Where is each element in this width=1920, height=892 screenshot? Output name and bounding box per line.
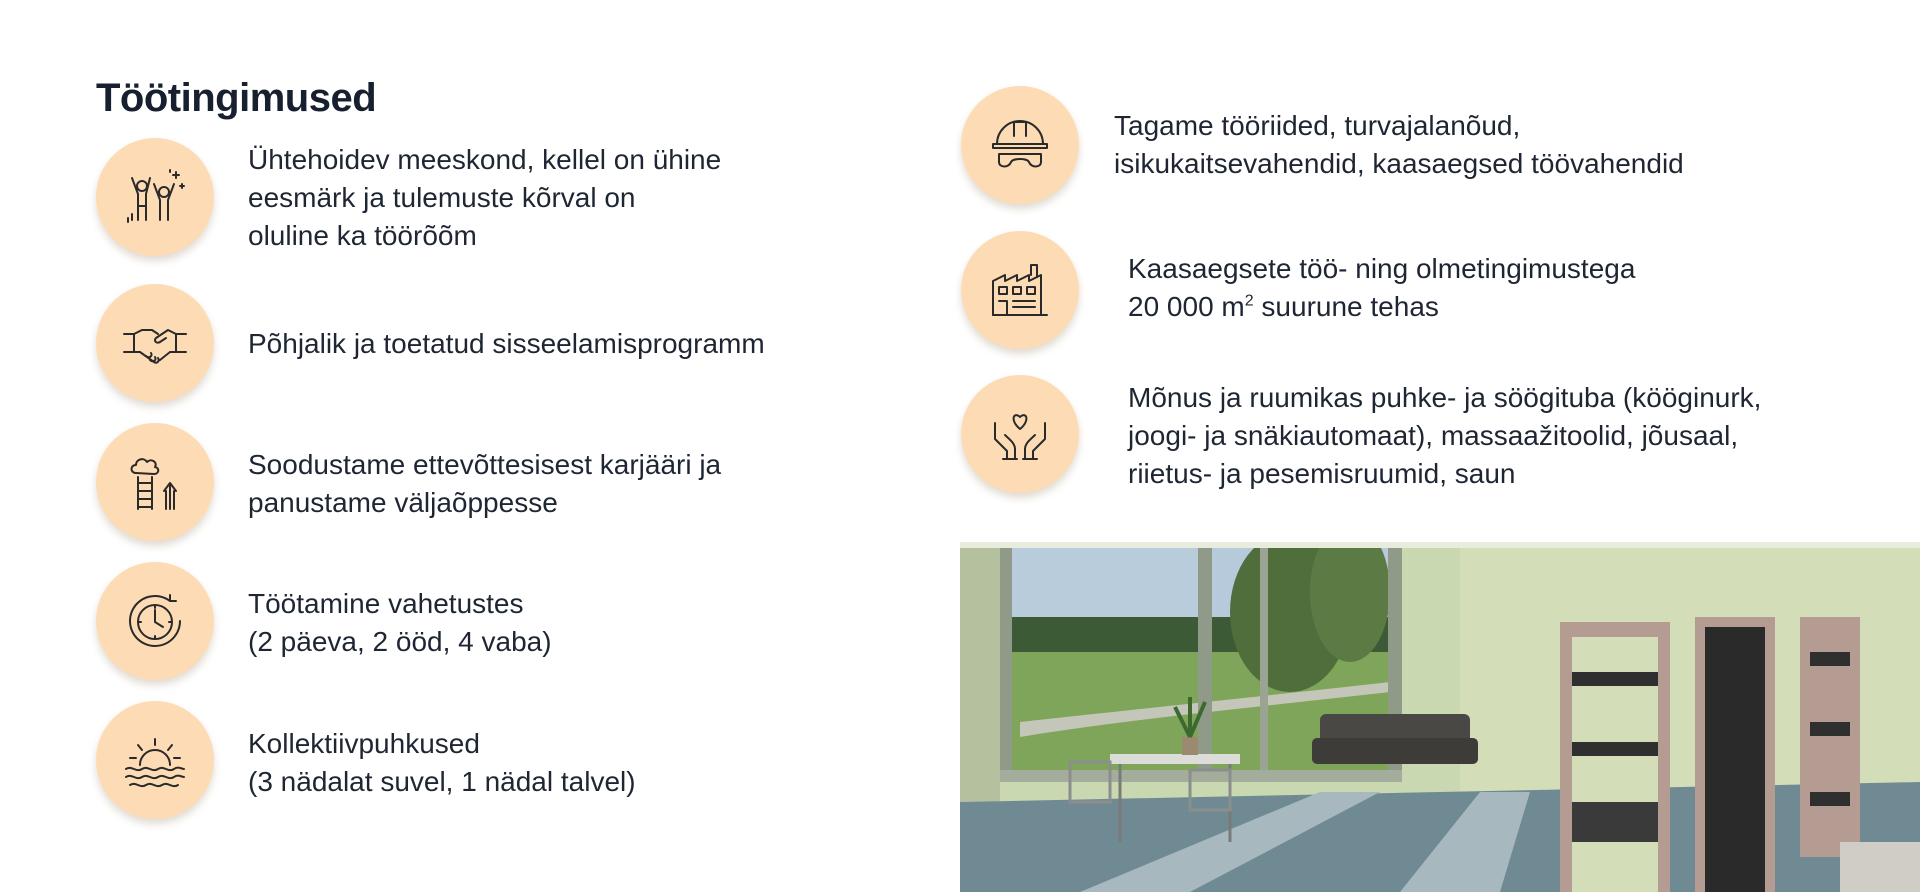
feature-onboarding-line: Põhjalik ja toetatud sisseelamisprogramm (248, 328, 765, 359)
factory-icon (961, 231, 1079, 349)
feature-vacations-line: Kollektiivpuhkused (248, 728, 480, 759)
feature-shifts-line: Töötamine vahetustes (248, 588, 524, 619)
feature-leisure-line: riietus- ja pesemisruumid, saun (1128, 458, 1516, 489)
break-room-photo (960, 542, 1920, 892)
feature-shifts-line: (2 päeva, 2 ööd, 4 vaba) (248, 626, 552, 657)
feature-factory-line: Kaasaegsete töö- ning olmetingimustega (1128, 253, 1636, 284)
feature-equipment-line: Tagame tööriided, turvajalanõud, (1114, 110, 1521, 141)
factory-area-prefix: 20 000 m (1128, 291, 1245, 322)
feature-team-line: Ühtehoidev meeskond, kellel on ühine (248, 144, 722, 175)
hands-heart-icon (961, 375, 1079, 493)
safety-helmet-goggles-icon (961, 86, 1079, 204)
feature-vacations-line: (3 nädalat suvel, 1 nädal talvel) (248, 766, 636, 797)
feature-leisure-line: Mõnus ja ruumikas puhke- ja söögituba (kööginurk, (1128, 382, 1762, 413)
factory-area-superscript: 2 (1244, 292, 1254, 310)
feature-team-line: eesmärk ja tulemuste kõrval on (248, 182, 636, 213)
feature-career-line: Soodustame ettevõttesisest karjääri ja (248, 449, 722, 480)
page-title: Töötingimused (96, 76, 377, 120)
celebrating-team-icon (96, 138, 214, 256)
handshake-icon (96, 284, 214, 402)
feature-career-line: panustame väljaõppesse (248, 487, 558, 518)
factory-area-line (1128, 288, 1635, 326)
clock-icon (96, 562, 214, 680)
feature-team-line: oluline ka töörõõm (248, 220, 477, 251)
feature-equipment-line: isikukaitsevahendid, kaasaegsed töövahendid (1114, 148, 1684, 179)
sunset-icon (96, 701, 214, 819)
feature-leisure-line: joogi- ja snäkiautomaat), massaažitoolid, jõusaal, (1128, 420, 1739, 451)
career-ladder-icon (96, 423, 214, 541)
factory-area-suffix: suurune tehas (1253, 291, 1439, 322)
